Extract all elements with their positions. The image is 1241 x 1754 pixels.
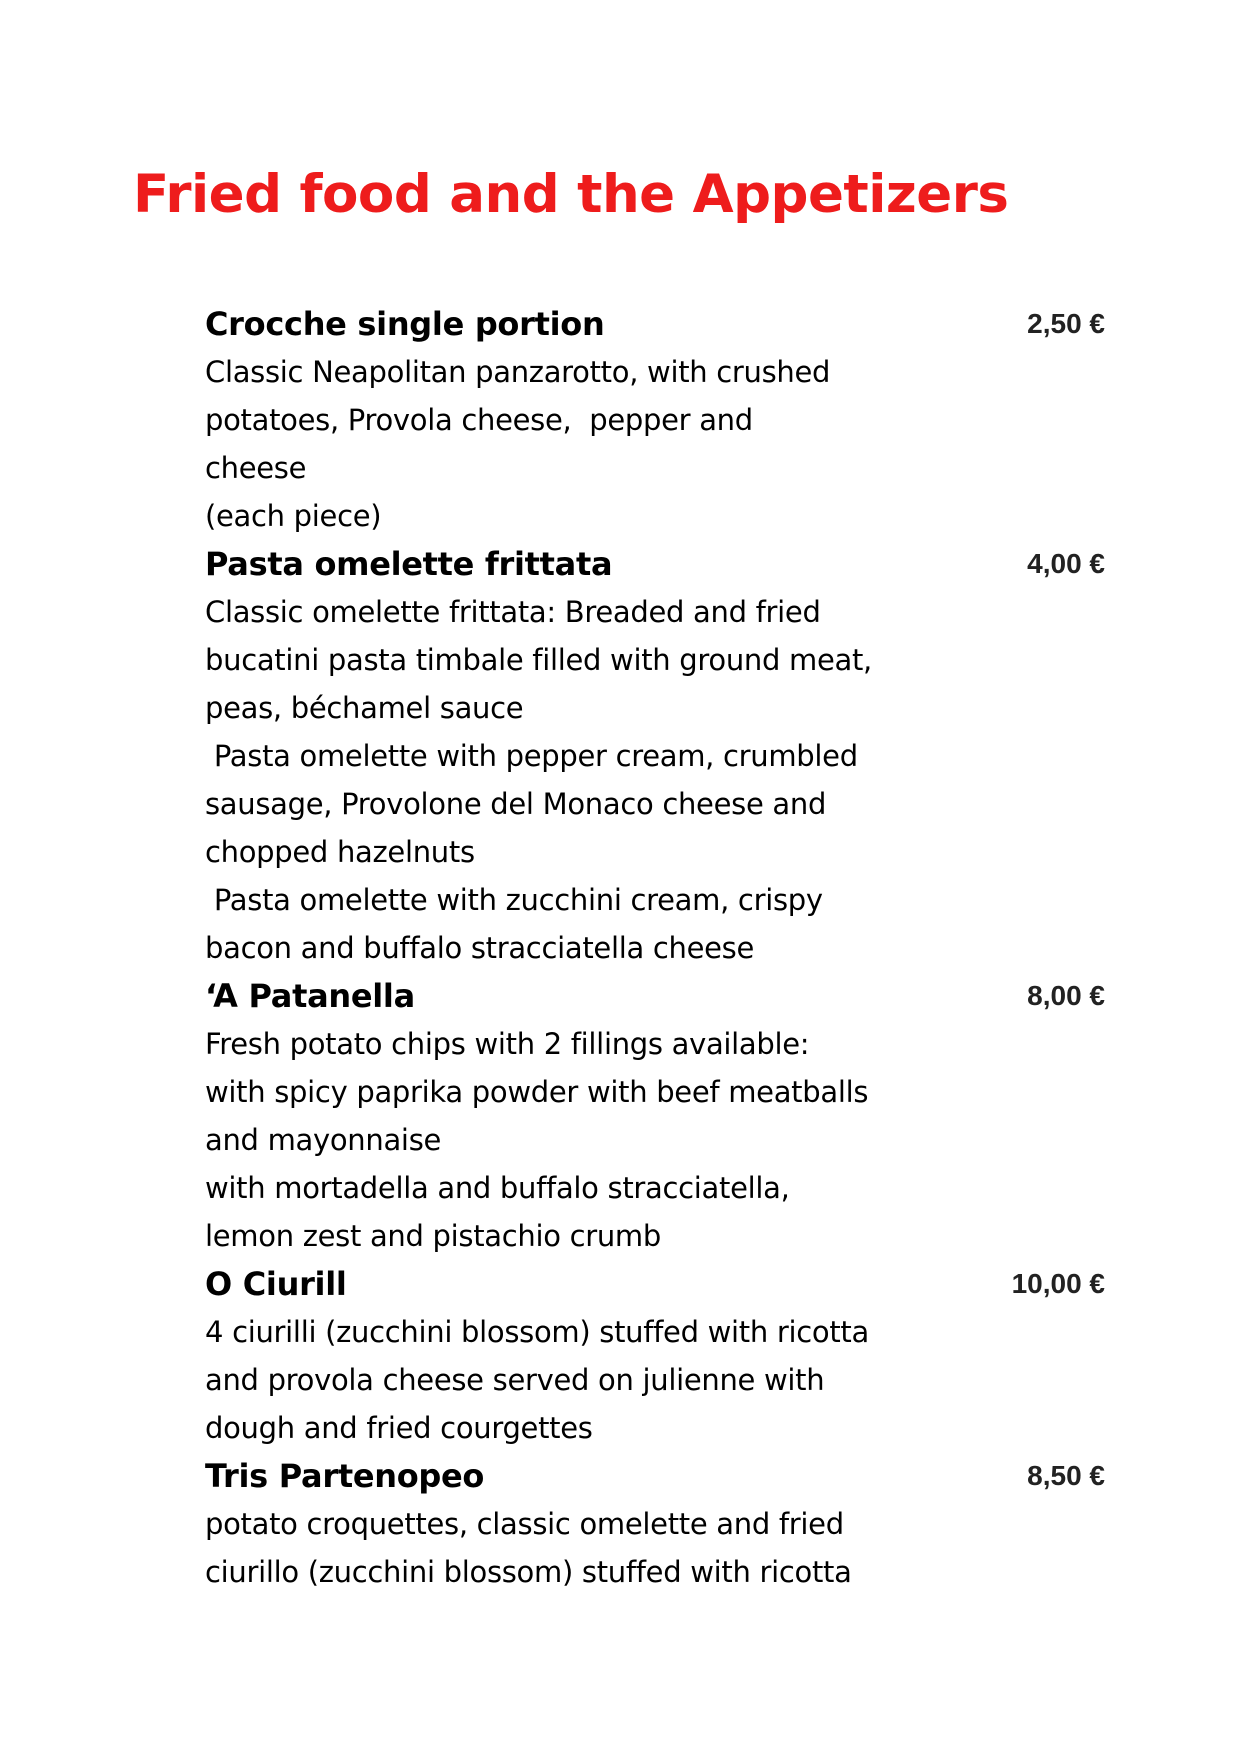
menu-item <box>205 1260 1105 1452</box>
item-description-line: and provola cheese served on julienne with <box>205 1363 825 1397</box>
item-description-line: chopped hazelnuts <box>205 835 475 869</box>
item-price: 8,00 € <box>1027 980 1105 1011</box>
item-description-line: bucatini pasta timbale filled with ground meat, <box>205 643 872 677</box>
item-description-line: with spicy paprika powder with beef meatballs <box>205 1075 869 1109</box>
item-name: O Ciurill <box>205 1265 347 1303</box>
item-name: Tris Partenopeo <box>205 1457 485 1495</box>
menu-list <box>205 300 1105 1596</box>
item-description-line: and mayonnaise <box>205 1123 442 1157</box>
item-description-line: with mortadella and buffalo stracciatella, <box>205 1171 790 1205</box>
item-description-line: (each piece) <box>205 499 382 533</box>
item-description-line: potatoes, Provola cheese, pepper and <box>205 403 753 437</box>
item-description-line: ciurillo (zucchini blossom) stuffed with ricotta <box>205 1555 852 1589</box>
item-description-line: Classic omelette frittata: Breaded and fried <box>205 595 821 629</box>
item-price: 8,50 € <box>1027 1460 1105 1491</box>
item-name: Crocche single portion <box>205 305 605 343</box>
item-name: Pasta omelette frittata <box>205 545 613 583</box>
item-description-line: Fresh potato chips with 2 fillings available: <box>205 1027 810 1061</box>
item-price: 2,50 € <box>1027 308 1105 339</box>
menu-item <box>205 540 1105 972</box>
item-description-line: dough and fried courgettes <box>205 1411 593 1445</box>
item-description-line: bacon and buffalo stracciatella cheese <box>205 931 755 965</box>
menu-item <box>205 300 1105 540</box>
item-description-line: Classic Neapolitan panzarotto, with crushed <box>205 355 831 389</box>
item-description-line: lemon zest and pistachio crumb <box>205 1219 661 1253</box>
item-description-line: 4 ciurilli (zucchini blossom) stuffed with ricotta <box>205 1315 869 1349</box>
item-description-line: Pasta omelette with pepper cream, crumbled <box>205 739 858 773</box>
item-description-line: Pasta omelette with zucchini cream, crispy <box>205 883 823 917</box>
item-description-line: potato croquettes, classic omelette and fried <box>205 1507 844 1541</box>
item-price: 4,00 € <box>1027 548 1105 579</box>
page-title: Fried food and the Appetizers <box>133 164 1009 225</box>
menu-item <box>205 972 1105 1260</box>
item-price: 10,00 € <box>1011 1268 1105 1299</box>
item-name: ‘A Patanella <box>205 977 415 1015</box>
item-description-line: cheese <box>205 451 307 485</box>
item-description-line: peas, béchamel sauce <box>205 691 524 725</box>
menu-item <box>205 1452 1105 1596</box>
item-description-line: sausage, Provolone del Monaco cheese and <box>205 787 827 821</box>
